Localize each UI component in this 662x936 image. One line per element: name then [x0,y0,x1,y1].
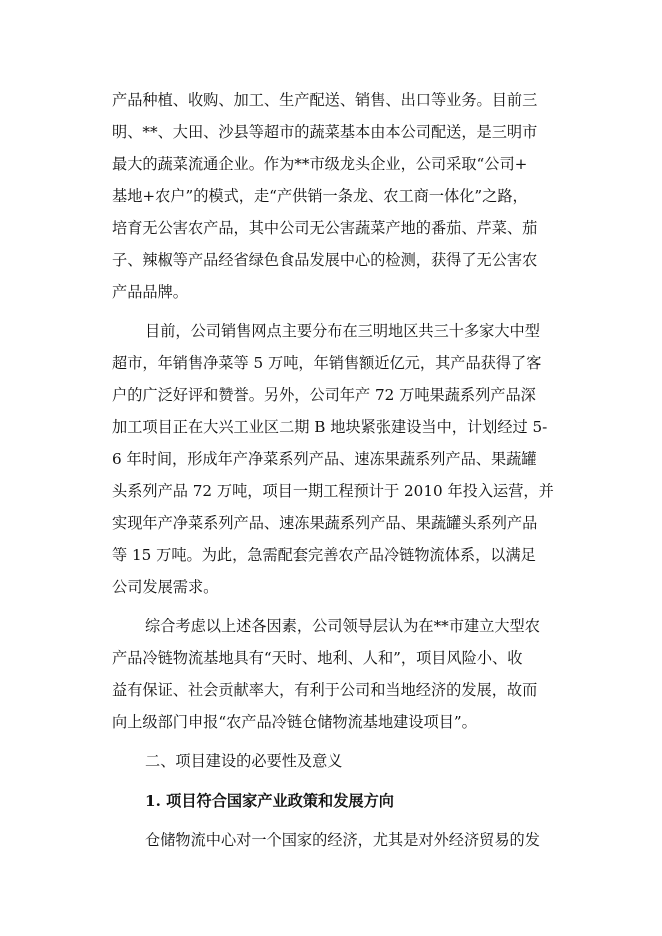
paragraph-line: 最大的蔬菜流通企业。作为**市级龙头企业，公司采取“公司+ [112,155,528,173]
paragraph-line: 子、辣椒等产品经省绿色食品发展中心的检测，获得了无公害农 [112,251,538,269]
paragraph-first-line: 目前，公司销售网点主要分布在三明地区共三十多家大中型 [145,322,540,340]
paragraph-line: 6 年时间，形成年产净菜系列产品、速冻果蔬系列产品、果蔬罐 [112,450,537,468]
paragraph-line: 等 15 万吨。为此，急需配套完善农产品冷链物流体系，以满足 [112,546,536,564]
paragraph-first-line: 综合考虑以上述各因素，公司领导层认为在**市建立大型农 [145,617,540,635]
paragraph-first-line: 仓储物流中心对一个国家的经济，尤其是对外经济贸易的发 [145,831,540,849]
paragraph-line: 公司发展需求。 [112,578,219,596]
section-heading: 二、项目建设的必要性及意义 [145,752,343,770]
paragraph-line: 实现年产净菜系列产品、速冻果蔬系列产品、果蔬罐头系列产品 [112,514,538,532]
paragraph-line: 基地+农户”的模式，走“产供销一条龙、农工商一体化”之路， [112,187,528,205]
paragraph-line: 头系列产品 72 万吨，项目一期工程预计于 2010 年投入运营，并 [112,482,554,500]
paragraph-line: 向上级部门申报“农产品冷链仓储物流基地建设项目”。 [112,713,477,731]
paragraph-line: 培育无公害农产品，其中公司无公害蔬菜产地的番茄、芹菜、茄 [112,219,538,237]
paragraph-line: 户的广泛好评和赞誉。另外，公司年产 72 万吨果蔬系列产品深 [112,386,536,404]
paragraph-line: 产品种植、收购、加工、生产配送、销售、出口等业务。目前三 [112,91,538,109]
paragraph-line: 明、**、大田、沙县等超市的蔬菜基本由本公司配送，是三明市 [112,123,538,141]
paragraph-line: 产品冷链物流基地具有“天时、地利、人和”，项目风险小、收 [112,649,523,667]
paragraph-line: 产品品牌。 [112,283,188,301]
paragraph-line: 加工项目正在大兴工业区二期 B 地块紧张建设当中，计划经过 5- [112,418,548,436]
paragraph-line: 超市，年销售净菜等 5 万吨，年销售额近亿元，其产品获得了客 [112,354,542,372]
subsection-heading: 1. 项目符合国家产业政策和发展方向 [145,792,394,810]
paragraph-line: 益有保证、社会贡献率大，有利于公司和当地经济的发展，故而 [112,681,538,699]
